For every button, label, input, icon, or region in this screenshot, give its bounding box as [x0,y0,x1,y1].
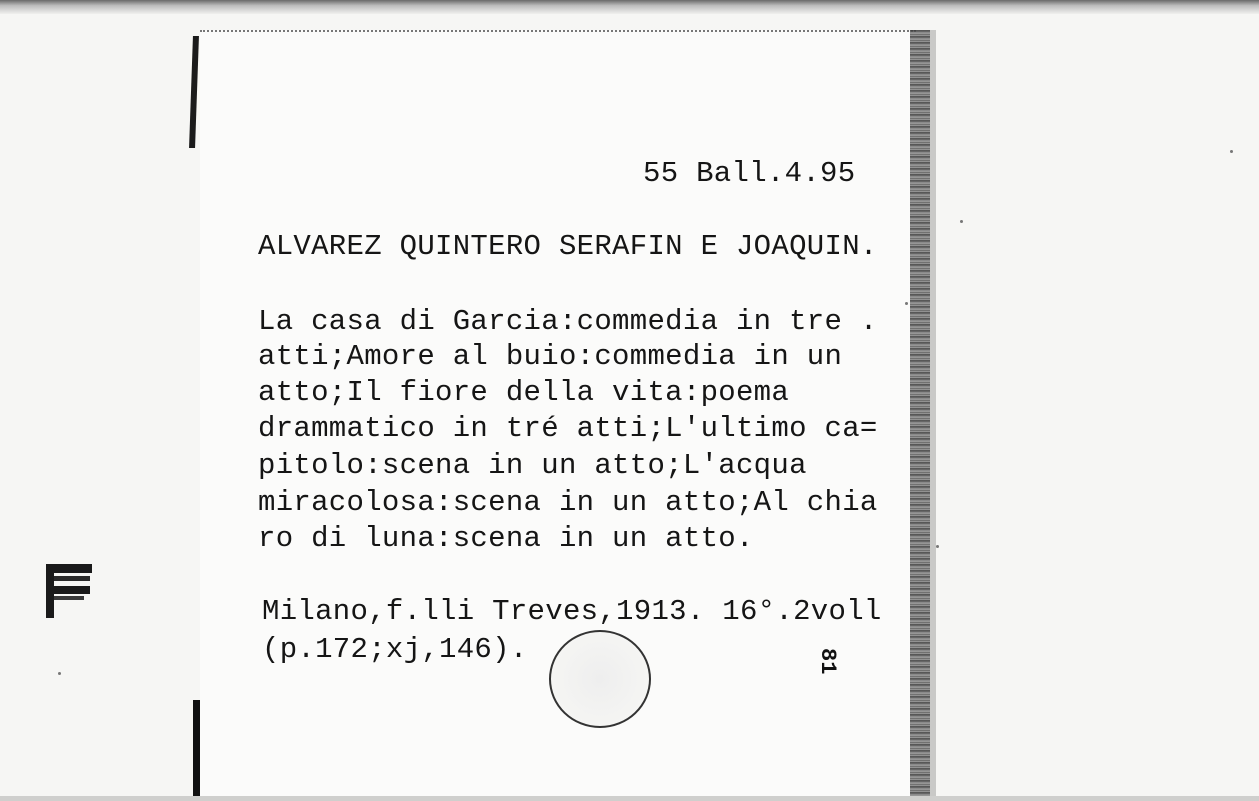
library-stamp [549,630,651,728]
author-heading: ALVAREZ QUINTERO SERAFIN E JOAQUIN. [258,230,878,263]
scan-bottom-edge [0,796,1259,801]
card-right-shadow [930,30,936,801]
speck [936,545,939,548]
title-line: atto;Il fiore della vita:poema [258,376,790,409]
title-line: drammatico in tré atti;L'ultimo ca= [258,412,878,445]
title-line: La casa di Garcia:commedia in tre . [258,305,878,338]
side-mark: 81 [815,648,840,675]
speck [58,672,61,675]
left-rule-bottom [193,700,200,801]
speck [960,220,963,223]
title-line: pitolo:scena in un atto;L'acqua [258,449,807,482]
collation-line: (p.172;xj,146). [262,633,528,666]
speck [905,302,908,305]
title-line: ro di luna:scena in un atto. [258,522,754,555]
title-line: atti;Amore al buio:commedia in un [258,340,843,373]
scan-top-edge [0,0,1259,14]
imprint-line: Milano,f.lli Treves,1913. 16°.2voll [262,595,882,628]
left-rule-top [189,36,199,148]
f-mark-icon [44,562,94,620]
shelfmark: 55 Ball.4.95 [643,157,856,190]
speck [1230,150,1233,153]
title-line: miracolosa:scena in un atto;Al chia [258,486,878,519]
